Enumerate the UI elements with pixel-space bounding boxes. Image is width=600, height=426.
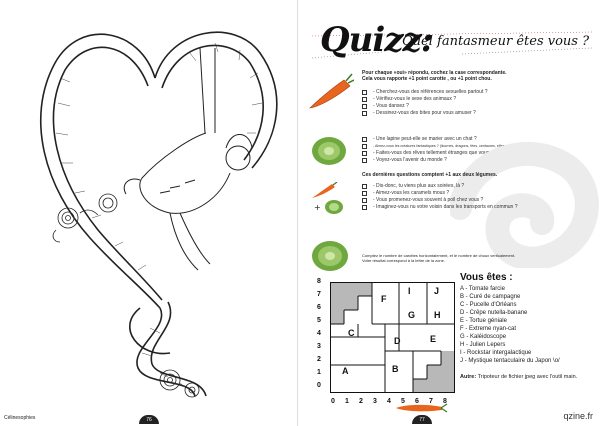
list-item[interactable]: - Faites-vous des rêves tellement étranges que vous ne les comprenez pas bien ? [362, 150, 555, 157]
y-tick-label: 1 [317, 369, 321, 376]
y-tick-label: 6 [317, 304, 321, 311]
x-tick-label: 0 [331, 398, 335, 405]
list-item: H - Julien Lepers [460, 342, 506, 348]
svg-text:+: + [314, 203, 321, 212]
y-tick-label: 7 [317, 291, 321, 298]
list-item: I - Rockstar intergalactique [460, 350, 532, 356]
zone-letter: H [434, 310, 441, 320]
list-item: E - Tortue géniale [460, 318, 507, 324]
site-watermark: qzine.fr [560, 410, 596, 422]
quiz-subtitle: Quel fantasmeur êtes vous ? [402, 34, 590, 49]
checkbox[interactable] [362, 198, 367, 203]
list-item[interactable]: - Vérifiez-vous le sexe des animaux ? [362, 96, 488, 103]
zone-letter: C [348, 328, 355, 338]
cabbage-icon [310, 134, 348, 166]
x-tick-label: 6 [415, 398, 419, 405]
title-band [300, 12, 600, 60]
carrot-icon [394, 402, 448, 414]
checkbox[interactable] [362, 151, 367, 156]
both-question-list [362, 183, 518, 211]
x-tick-label: 8 [443, 398, 447, 405]
x-tick-label: 7 [429, 398, 433, 405]
x-tick-label: 2 [359, 398, 363, 405]
footer-caption: Célinesophies [4, 415, 36, 421]
answers-title: Vous êtes : [460, 272, 513, 283]
cabbage-icon [310, 238, 350, 272]
checkbox[interactable] [362, 97, 367, 102]
list-item[interactable]: - Vous dansez ? [362, 103, 488, 110]
carrot-question-list [362, 89, 488, 117]
answers-list [460, 285, 596, 365]
zone-letter: F [381, 294, 387, 304]
x-tick-label: 5 [401, 398, 405, 405]
answers-panel [460, 272, 596, 365]
author-label: Autre: [460, 374, 477, 380]
author-text: Tripoteur de fichier jpeg avec l'outil main. [477, 374, 578, 380]
intro-instructions: Pour chaque «oui» répondu, cochez la case correspondante. Cela vous rapporte +1 point carotte , ou +1 point chou. [362, 70, 507, 82]
scoring-instructions: Comptez le nombre de carottes horizontalement, et le nombre de choux verticalement. Votre résultat correspond à la lettre de la zone. [362, 253, 516, 263]
checkbox[interactable] [362, 104, 367, 109]
list-item[interactable]: - Dis-donc, tu viens plus aux soirées, là ? [362, 183, 518, 190]
quiz-title: Quizz: [320, 20, 433, 60]
list-item: G - Kaléidoscope [460, 334, 507, 340]
list-item: C - Pucelle d'Orléans [460, 302, 517, 308]
carrot-icon [306, 72, 354, 112]
list-item[interactable]: - Imaginez-vous nu votre voisin dans les transports en commun ? [362, 204, 518, 211]
y-tick-label: 4 [317, 330, 321, 337]
y-tick-label: 2 [317, 356, 321, 363]
list-item: D - Crêpe nutella-banane [460, 310, 528, 316]
carrot-plus-cabbage-icon [310, 182, 346, 216]
zone-letter: G [408, 310, 416, 320]
zone-letter: A [342, 366, 349, 376]
intro-both-vegetables: Ces dernières questions comptent +1 aux deux légumes. [362, 172, 498, 178]
checkbox[interactable] [362, 90, 367, 95]
list-item[interactable]: - Voyez-vous l'avenir du monde ? [362, 157, 555, 164]
checkbox[interactable] [362, 111, 367, 116]
right-page [300, 0, 600, 426]
list-item: J - Mystique tentaculaire du Japon \o/ [460, 358, 560, 364]
list-item[interactable]: - Aimez-vous les caramels mous ? [362, 190, 518, 197]
zone-letter: I [408, 286, 411, 296]
list-item: B - Curé de campagne [460, 294, 521, 300]
heart-vine-illustration [20, 8, 290, 403]
page-number-left: 76 [139, 415, 159, 424]
y-tick-label: 8 [317, 278, 321, 285]
list-item[interactable]: - Cherchez-vous des références sexuelles partout ? [362, 89, 488, 96]
y-tick-label: 3 [317, 343, 321, 350]
page-number-right: 77 [412, 415, 432, 424]
checkbox[interactable] [362, 184, 367, 189]
list-item[interactable]: - Une lapine peut-elle se marier avec un chat ? [362, 136, 555, 143]
list-item[interactable]: - Dessinez-vous des bites pour vous amuser ? [362, 110, 488, 117]
zone-letter: D [394, 336, 401, 346]
checkbox[interactable] [362, 144, 367, 149]
zone-letter: E [430, 334, 437, 344]
x-tick-label: 1 [345, 398, 349, 405]
list-item[interactable]: - Vous promenez-vous souvent à poil chez vous ? [362, 197, 518, 204]
list-item: F - Extreme nyan-cat [460, 326, 517, 332]
x-tick-label: 3 [373, 398, 377, 405]
checkbox[interactable] [362, 191, 367, 196]
x-tick-label: 4 [387, 398, 391, 405]
checkbox[interactable] [362, 158, 367, 163]
y-tick-label: 0 [317, 382, 321, 389]
author-note [460, 374, 596, 381]
list-item: A - Tomate farcie [460, 286, 505, 292]
y-tick-label: 5 [317, 317, 321, 324]
result-grid [312, 276, 462, 406]
list-item[interactable]: - Aimez-vous les créatures fantastiques ? (licornes, dragons, fées, centaures, elfes, sphinx, etc) [362, 143, 555, 150]
checkbox[interactable] [362, 205, 367, 210]
zone-letter: B [392, 364, 399, 374]
checkbox[interactable] [362, 137, 367, 142]
zone-letter: J [434, 286, 440, 296]
left-page [0, 0, 298, 426]
